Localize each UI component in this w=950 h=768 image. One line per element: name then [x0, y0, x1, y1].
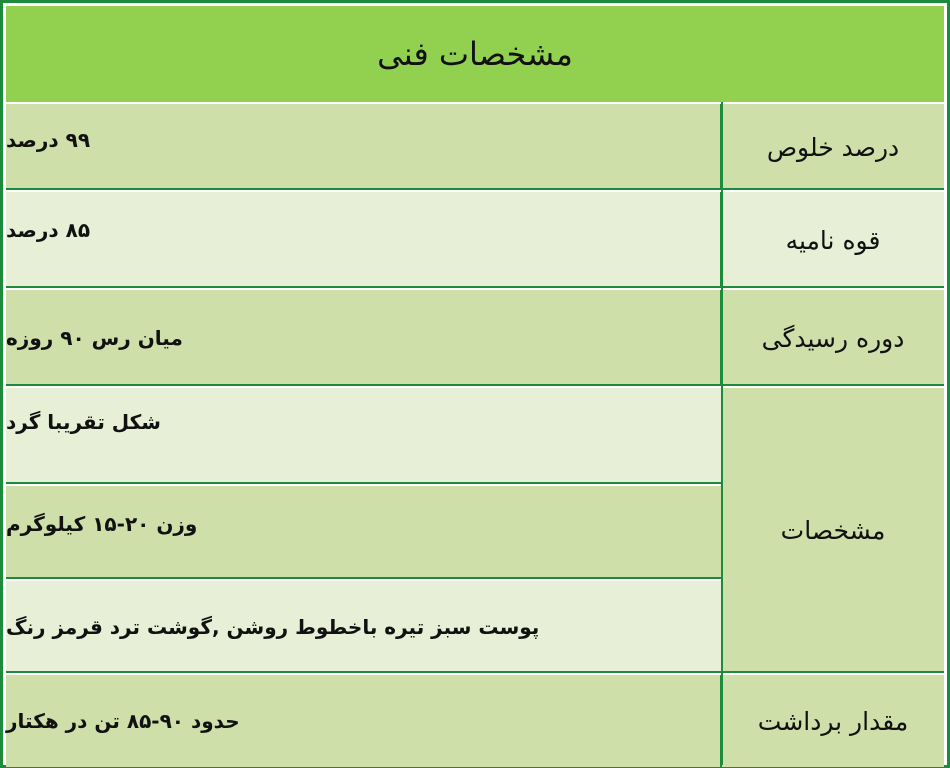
- row-label-germination: قوه نامیه: [720, 192, 944, 288]
- spec-value-weight: وزن ۲۰-۱۵ کیلوگرم: [6, 512, 198, 536]
- spec-subrow-skin: [6, 579, 721, 673]
- row-label-maturity: دوره رسیدگی: [720, 290, 944, 386]
- row-value-purity: ۹۹ درصد: [6, 128, 91, 152]
- table-title: مشخصات فنی: [6, 6, 944, 102]
- row-value-maturity: میان رس ۹۰ روزه: [6, 326, 183, 350]
- row-value-germination: ۸۵ درصد: [6, 218, 91, 242]
- row-label-purity: درصد خلوص: [720, 104, 944, 190]
- row-label-specs: مشخصات: [720, 388, 944, 673]
- table-row-maturity: [6, 288, 944, 386]
- spec-value-shape: شکل تقریبا گرد: [6, 410, 161, 434]
- table-row-purity: [6, 102, 944, 190]
- row-label-yield: مقدار برداشت: [720, 675, 944, 767]
- table-row-yield: [6, 673, 944, 767]
- table-row-germination: [6, 190, 944, 288]
- row-value-yield: حدود ۹۰-۸۵ تن در هکتار: [6, 709, 240, 733]
- spec-subrow-shape: [6, 386, 721, 484]
- spec-value-skin: پوست سبز تیره باخطوط روشن ,گوشت ترد قرمز رنگ: [6, 615, 540, 639]
- spec-subrow-weight: [6, 484, 721, 579]
- column-divider: [721, 102, 723, 765]
